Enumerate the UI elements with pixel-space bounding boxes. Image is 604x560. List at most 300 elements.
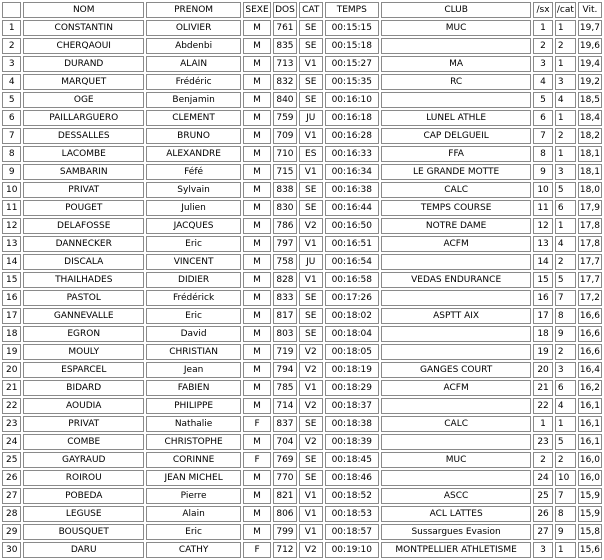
sexe-cell: M bbox=[243, 272, 271, 288]
sx-cell: 14 bbox=[533, 254, 553, 270]
sexe-cell: M bbox=[243, 326, 271, 342]
sx-cell: 13 bbox=[533, 236, 553, 252]
dos-cell: 715 bbox=[273, 164, 297, 180]
nom-cell: POUGET bbox=[23, 200, 144, 216]
dos-cell: 714 bbox=[273, 398, 297, 414]
club-cell: CALC bbox=[381, 182, 531, 198]
cat-cell: SE bbox=[299, 74, 323, 90]
temps-cell: 00:18:46 bbox=[325, 470, 379, 486]
club-cell: VEDAS ENDURANCE bbox=[381, 272, 531, 288]
club-cell: NOTRE DAME bbox=[381, 218, 531, 234]
club-cell: MUC bbox=[381, 20, 531, 36]
rank-cell: 19 bbox=[2, 344, 21, 360]
dos-cell: 830 bbox=[273, 200, 297, 216]
club-cell: ACFM bbox=[381, 236, 531, 252]
table-row bbox=[2, 254, 602, 270]
cat-rank-cell: 5 bbox=[555, 272, 576, 288]
prenom-cell: Abdenbi bbox=[146, 38, 241, 54]
table-row bbox=[2, 398, 602, 414]
vit-cell: 16,1 bbox=[578, 416, 602, 432]
vit-cell: 16,1 bbox=[578, 434, 602, 450]
dos-cell: 786 bbox=[273, 218, 297, 234]
table-row bbox=[2, 362, 602, 378]
cat-cell: V2 bbox=[299, 542, 323, 558]
sx-cell: 8 bbox=[533, 146, 553, 162]
vit-cell: 18,1 bbox=[578, 164, 602, 180]
table-row bbox=[2, 506, 602, 522]
table-row bbox=[2, 290, 602, 306]
vit-cell: 15,9 bbox=[578, 488, 602, 504]
cat-cell: V2 bbox=[299, 218, 323, 234]
cat-cell: SE bbox=[299, 20, 323, 36]
cat-cell: SE bbox=[299, 308, 323, 324]
rank-cell: 26 bbox=[2, 470, 21, 486]
sexe-cell: M bbox=[243, 434, 271, 450]
vit-cell: 17,7 bbox=[578, 272, 602, 288]
club-cell: Sussargues Evasion bbox=[381, 524, 531, 540]
club-cell: CAP DELGUEIL bbox=[381, 128, 531, 144]
cat-cell: V1 bbox=[299, 506, 323, 522]
sexe-cell: M bbox=[243, 362, 271, 378]
vit-cell: 17,9 bbox=[578, 200, 602, 216]
sx-cell: 21 bbox=[533, 380, 553, 396]
col-header-rank bbox=[2, 2, 21, 18]
sx-cell: 4 bbox=[533, 74, 553, 90]
nom-cell: COMBE bbox=[23, 434, 144, 450]
sexe-cell: M bbox=[243, 506, 271, 522]
cat-rank-cell: 1 bbox=[555, 20, 576, 36]
sexe-cell: F bbox=[243, 542, 271, 558]
dos-cell: 828 bbox=[273, 272, 297, 288]
temps-cell: 00:18:02 bbox=[325, 308, 379, 324]
nom-cell: PAILLARGUERO bbox=[23, 110, 144, 126]
sexe-cell: M bbox=[243, 236, 271, 252]
prenom-cell: Pierre bbox=[146, 488, 241, 504]
club-cell bbox=[381, 92, 531, 108]
nom-cell: PASTOL bbox=[23, 290, 144, 306]
rank-cell: 18 bbox=[2, 326, 21, 342]
cat-rank-cell: 4 bbox=[555, 398, 576, 414]
vit-cell: 18,1 bbox=[578, 146, 602, 162]
cat-rank-cell: 1 bbox=[555, 416, 576, 432]
rank-cell: 30 bbox=[2, 542, 21, 558]
temps-cell: 00:16:34 bbox=[325, 164, 379, 180]
col-header-nom: NOM bbox=[23, 2, 144, 18]
sx-cell: 1 bbox=[533, 416, 553, 432]
sexe-cell: M bbox=[243, 398, 271, 414]
temps-cell: 00:16:51 bbox=[325, 236, 379, 252]
dos-cell: 709 bbox=[273, 128, 297, 144]
club-cell: ACFM bbox=[381, 380, 531, 396]
rank-cell: 7 bbox=[2, 128, 21, 144]
sx-cell: 9 bbox=[533, 164, 553, 180]
sx-cell: 10 bbox=[533, 182, 553, 198]
rank-cell: 21 bbox=[2, 380, 21, 396]
cat-cell: V1 bbox=[299, 236, 323, 252]
sx-cell: 22 bbox=[533, 398, 553, 414]
sx-cell: 18 bbox=[533, 326, 553, 342]
dos-cell: 840 bbox=[273, 92, 297, 108]
nom-cell: DELAFOSSE bbox=[23, 218, 144, 234]
cat-cell: V1 bbox=[299, 380, 323, 396]
table-row bbox=[2, 38, 602, 54]
club-cell bbox=[381, 344, 531, 360]
table-row bbox=[2, 236, 602, 252]
sexe-cell: M bbox=[243, 74, 271, 90]
dos-cell: 710 bbox=[273, 146, 297, 162]
nom-cell: POBEDA bbox=[23, 488, 144, 504]
prenom-cell: BRUNO bbox=[146, 128, 241, 144]
sx-cell: 7 bbox=[533, 128, 553, 144]
dos-cell: 759 bbox=[273, 110, 297, 126]
nom-cell: MOULY bbox=[23, 344, 144, 360]
table-row bbox=[2, 452, 602, 468]
prenom-cell: Benjamin bbox=[146, 92, 241, 108]
nom-cell: AOUDIA bbox=[23, 398, 144, 414]
sx-cell: 2 bbox=[533, 452, 553, 468]
prenom-cell: Sylvain bbox=[146, 182, 241, 198]
rank-cell: 23 bbox=[2, 416, 21, 432]
vit-cell: 18,4 bbox=[578, 110, 602, 126]
nom-cell: GANNEVALLE bbox=[23, 308, 144, 324]
sexe-cell: F bbox=[243, 416, 271, 432]
prenom-cell: CHRISTIAN bbox=[146, 344, 241, 360]
club-cell: RC bbox=[381, 74, 531, 90]
club-cell: FFA bbox=[381, 146, 531, 162]
dos-cell: 761 bbox=[273, 20, 297, 36]
club-cell: TEMPS COURSE bbox=[381, 200, 531, 216]
vit-cell: 15,9 bbox=[578, 506, 602, 522]
table-row bbox=[2, 488, 602, 504]
vit-cell: 15,6 bbox=[578, 542, 602, 558]
dos-cell: 794 bbox=[273, 362, 297, 378]
nom-cell: PRIVAT bbox=[23, 182, 144, 198]
vit-cell: 17,2 bbox=[578, 290, 602, 306]
dos-cell: 719 bbox=[273, 344, 297, 360]
table-row bbox=[2, 344, 602, 360]
rank-cell: 29 bbox=[2, 524, 21, 540]
cat-cell: SE bbox=[299, 416, 323, 432]
temps-cell: 00:16:50 bbox=[325, 218, 379, 234]
nom-cell: THAILHADES bbox=[23, 272, 144, 288]
cat-rank-cell: 2 bbox=[555, 128, 576, 144]
club-cell: CALC bbox=[381, 416, 531, 432]
vit-cell: 19,6 bbox=[578, 38, 602, 54]
col-header-prenom: PRENOM bbox=[146, 2, 241, 18]
cat-cell: V2 bbox=[299, 398, 323, 414]
sx-cell: 19 bbox=[533, 344, 553, 360]
temps-cell: 00:16:44 bbox=[325, 200, 379, 216]
sx-cell: 15 bbox=[533, 272, 553, 288]
temps-cell: 00:18:52 bbox=[325, 488, 379, 504]
vit-cell: 16,6 bbox=[578, 326, 602, 342]
cat-rank-cell: 1 bbox=[555, 542, 576, 558]
table-row bbox=[2, 20, 602, 36]
temps-cell: 00:16:33 bbox=[325, 146, 379, 162]
rank-cell: 15 bbox=[2, 272, 21, 288]
table-row bbox=[2, 74, 602, 90]
temps-cell: 00:16:54 bbox=[325, 254, 379, 270]
rank-cell: 22 bbox=[2, 398, 21, 414]
rank-cell: 5 bbox=[2, 92, 21, 108]
cat-cell: SE bbox=[299, 38, 323, 54]
table-row bbox=[2, 182, 602, 198]
temps-cell: 00:16:58 bbox=[325, 272, 379, 288]
table-row bbox=[2, 470, 602, 486]
cat-rank-cell: 8 bbox=[555, 506, 576, 522]
sexe-cell: F bbox=[243, 452, 271, 468]
vit-cell: 19,4 bbox=[578, 56, 602, 72]
nom-cell: EGRON bbox=[23, 326, 144, 342]
table-row bbox=[2, 272, 602, 288]
prenom-cell: Jean bbox=[146, 362, 241, 378]
dos-cell: 833 bbox=[273, 290, 297, 306]
dos-cell: 704 bbox=[273, 434, 297, 450]
cat-rank-cell: 1 bbox=[555, 56, 576, 72]
nom-cell: SAMBARIN bbox=[23, 164, 144, 180]
sexe-cell: M bbox=[243, 56, 271, 72]
cat-rank-cell: 7 bbox=[555, 290, 576, 306]
sx-cell: 26 bbox=[533, 506, 553, 522]
temps-cell: 00:15:18 bbox=[325, 38, 379, 54]
nom-cell: MARQUET bbox=[23, 74, 144, 90]
table-row bbox=[2, 164, 602, 180]
temps-cell: 00:18:45 bbox=[325, 452, 379, 468]
sexe-cell: M bbox=[243, 200, 271, 216]
nom-cell: ROIROU bbox=[23, 470, 144, 486]
club-cell bbox=[381, 38, 531, 54]
club-cell bbox=[381, 290, 531, 306]
cat-rank-cell: 7 bbox=[555, 488, 576, 504]
cat-rank-cell: 4 bbox=[555, 92, 576, 108]
club-cell: ACL LATTES bbox=[381, 506, 531, 522]
club-cell bbox=[381, 398, 531, 414]
temps-cell: 00:19:10 bbox=[325, 542, 379, 558]
nom-cell: PRIVAT bbox=[23, 416, 144, 432]
prenom-cell: JEAN MICHEL bbox=[146, 470, 241, 486]
table-row bbox=[2, 110, 602, 126]
rank-cell: 1 bbox=[2, 20, 21, 36]
dos-cell: 838 bbox=[273, 182, 297, 198]
club-cell: MONTPELLIER ATHLETISME bbox=[381, 542, 531, 558]
table-row bbox=[2, 416, 602, 432]
vit-cell: 17,8 bbox=[578, 236, 602, 252]
prenom-cell: Frédérick bbox=[146, 290, 241, 306]
table-row bbox=[2, 200, 602, 216]
cat-rank-cell: 3 bbox=[555, 164, 576, 180]
cat-cell: SE bbox=[299, 182, 323, 198]
sexe-cell: M bbox=[243, 218, 271, 234]
cat-cell: SE bbox=[299, 200, 323, 216]
dos-cell: 835 bbox=[273, 38, 297, 54]
prenom-cell: CORINNE bbox=[146, 452, 241, 468]
rank-cell: 10 bbox=[2, 182, 21, 198]
cat-cell: V2 bbox=[299, 344, 323, 360]
nom-cell: BIDARD bbox=[23, 380, 144, 396]
prenom-cell: Julien bbox=[146, 200, 241, 216]
nom-cell: DANNECKER bbox=[23, 236, 144, 252]
cat-cell: SE bbox=[299, 92, 323, 108]
rank-cell: 2 bbox=[2, 38, 21, 54]
vit-cell: 19,7 bbox=[578, 20, 602, 36]
cat-rank-cell: 4 bbox=[555, 236, 576, 252]
cat-cell: SE bbox=[299, 470, 323, 486]
prenom-cell: DIDIER bbox=[146, 272, 241, 288]
rank-cell: 9 bbox=[2, 164, 21, 180]
vit-cell: 19,2 bbox=[578, 74, 602, 90]
col-header-sexe: SEXE bbox=[243, 2, 271, 18]
table-row bbox=[2, 308, 602, 324]
cat-cell: SE bbox=[299, 326, 323, 342]
temps-cell: 00:18:39 bbox=[325, 434, 379, 450]
club-cell: ASCC bbox=[381, 488, 531, 504]
vit-cell: 16,6 bbox=[578, 308, 602, 324]
rank-cell: 25 bbox=[2, 452, 21, 468]
cat-cell: V1 bbox=[299, 488, 323, 504]
vit-cell: 16,0 bbox=[578, 452, 602, 468]
cat-rank-cell: 1 bbox=[555, 146, 576, 162]
club-cell bbox=[381, 470, 531, 486]
rank-cell: 20 bbox=[2, 362, 21, 378]
vit-cell: 17,7 bbox=[578, 254, 602, 270]
sexe-cell: M bbox=[243, 92, 271, 108]
sx-cell: 16 bbox=[533, 290, 553, 306]
nom-cell: ESPARCEL bbox=[23, 362, 144, 378]
prenom-cell: ALEXANDRE bbox=[146, 146, 241, 162]
table-row bbox=[2, 380, 602, 396]
temps-cell: 00:18:37 bbox=[325, 398, 379, 414]
prenom-cell: Nathalie bbox=[146, 416, 241, 432]
nom-cell: CHERQAOUI bbox=[23, 38, 144, 54]
rank-cell: 28 bbox=[2, 506, 21, 522]
cat-cell: V1 bbox=[299, 56, 323, 72]
rank-cell: 27 bbox=[2, 488, 21, 504]
club-cell bbox=[381, 254, 531, 270]
cat-cell: V2 bbox=[299, 362, 323, 378]
sexe-cell: M bbox=[243, 182, 271, 198]
sexe-cell: M bbox=[243, 164, 271, 180]
rank-cell: 4 bbox=[2, 74, 21, 90]
table-row bbox=[2, 128, 602, 144]
club-cell: MUC bbox=[381, 452, 531, 468]
cat-cell: V1 bbox=[299, 272, 323, 288]
prenom-cell: CLEMENT bbox=[146, 110, 241, 126]
club-cell: LE GRANDE MOTTE bbox=[381, 164, 531, 180]
club-cell: LUNEL ATHLE bbox=[381, 110, 531, 126]
temps-cell: 00:18:19 bbox=[325, 362, 379, 378]
vit-cell: 16,1 bbox=[578, 398, 602, 414]
dos-cell: 785 bbox=[273, 380, 297, 396]
rank-cell: 3 bbox=[2, 56, 21, 72]
rank-cell: 11 bbox=[2, 200, 21, 216]
sexe-cell: M bbox=[243, 38, 271, 54]
temps-cell: 00:18:05 bbox=[325, 344, 379, 360]
sx-cell: 25 bbox=[533, 488, 553, 504]
sexe-cell: M bbox=[243, 110, 271, 126]
cat-cell: V1 bbox=[299, 128, 323, 144]
col-header-cat: CAT bbox=[299, 2, 323, 18]
prenom-cell: David bbox=[146, 326, 241, 342]
sx-cell: 2 bbox=[533, 38, 553, 54]
sx-cell: 11 bbox=[533, 200, 553, 216]
dos-cell: 713 bbox=[273, 56, 297, 72]
col-header-dos: DOS bbox=[273, 2, 297, 18]
cat-cell: SE bbox=[299, 452, 323, 468]
rank-cell: 8 bbox=[2, 146, 21, 162]
nom-cell: DARU bbox=[23, 542, 144, 558]
col-header-cat-rank: /cat bbox=[555, 2, 576, 18]
rank-cell: 6 bbox=[2, 110, 21, 126]
cat-cell: V2 bbox=[299, 434, 323, 450]
cat-rank-cell: 1 bbox=[555, 218, 576, 234]
nom-cell: LACOMBE bbox=[23, 146, 144, 162]
rank-cell: 12 bbox=[2, 218, 21, 234]
nom-cell: DESSALLES bbox=[23, 128, 144, 144]
prenom-cell: Frédéric bbox=[146, 74, 241, 90]
header-row bbox=[2, 2, 602, 18]
nom-cell: DISCALA bbox=[23, 254, 144, 270]
cat-cell: V1 bbox=[299, 524, 323, 540]
dos-cell: 797 bbox=[273, 236, 297, 252]
prenom-cell: PHILIPPE bbox=[146, 398, 241, 414]
prenom-cell: ALAIN bbox=[146, 56, 241, 72]
dos-cell: 803 bbox=[273, 326, 297, 342]
prenom-cell: JACQUES bbox=[146, 218, 241, 234]
sexe-cell: M bbox=[243, 20, 271, 36]
nom-cell: OGE bbox=[23, 92, 144, 108]
dos-cell: 758 bbox=[273, 254, 297, 270]
temps-cell: 00:18:57 bbox=[325, 524, 379, 540]
vit-cell: 16,6 bbox=[578, 344, 602, 360]
sexe-cell: M bbox=[243, 308, 271, 324]
table-row bbox=[2, 146, 602, 162]
cat-rank-cell: 2 bbox=[555, 254, 576, 270]
dos-cell: 837 bbox=[273, 416, 297, 432]
col-header-sx: /sx bbox=[533, 2, 553, 18]
sx-cell: 12 bbox=[533, 218, 553, 234]
temps-cell: 00:15:35 bbox=[325, 74, 379, 90]
temps-cell: 00:18:29 bbox=[325, 380, 379, 396]
dos-cell: 821 bbox=[273, 488, 297, 504]
temps-cell: 00:15:15 bbox=[325, 20, 379, 36]
table-row bbox=[2, 56, 602, 72]
nom-cell: CONSTANTIN bbox=[23, 20, 144, 36]
rank-cell: 14 bbox=[2, 254, 21, 270]
dos-cell: 769 bbox=[273, 452, 297, 468]
temps-cell: 00:18:53 bbox=[325, 506, 379, 522]
prenom-cell: Eric bbox=[146, 308, 241, 324]
club-cell: GANGES COURT bbox=[381, 362, 531, 378]
cat-rank-cell: 9 bbox=[555, 326, 576, 342]
vit-cell: 16,4 bbox=[578, 362, 602, 378]
temps-cell: 00:18:04 bbox=[325, 326, 379, 342]
sexe-cell: M bbox=[243, 146, 271, 162]
prenom-cell: CHRISTOPHE bbox=[146, 434, 241, 450]
prenom-cell: Eric bbox=[146, 236, 241, 252]
table-row bbox=[2, 542, 602, 558]
sexe-cell: M bbox=[243, 488, 271, 504]
prenom-cell: Eric bbox=[146, 524, 241, 540]
dos-cell: 832 bbox=[273, 74, 297, 90]
sexe-cell: M bbox=[243, 254, 271, 270]
temps-cell: 00:17:26 bbox=[325, 290, 379, 306]
sexe-cell: M bbox=[243, 290, 271, 306]
rank-cell: 16 bbox=[2, 290, 21, 306]
rank-cell: 17 bbox=[2, 308, 21, 324]
col-header-vit: Vit. bbox=[578, 2, 602, 18]
dos-cell: 712 bbox=[273, 542, 297, 558]
table-row bbox=[2, 218, 602, 234]
